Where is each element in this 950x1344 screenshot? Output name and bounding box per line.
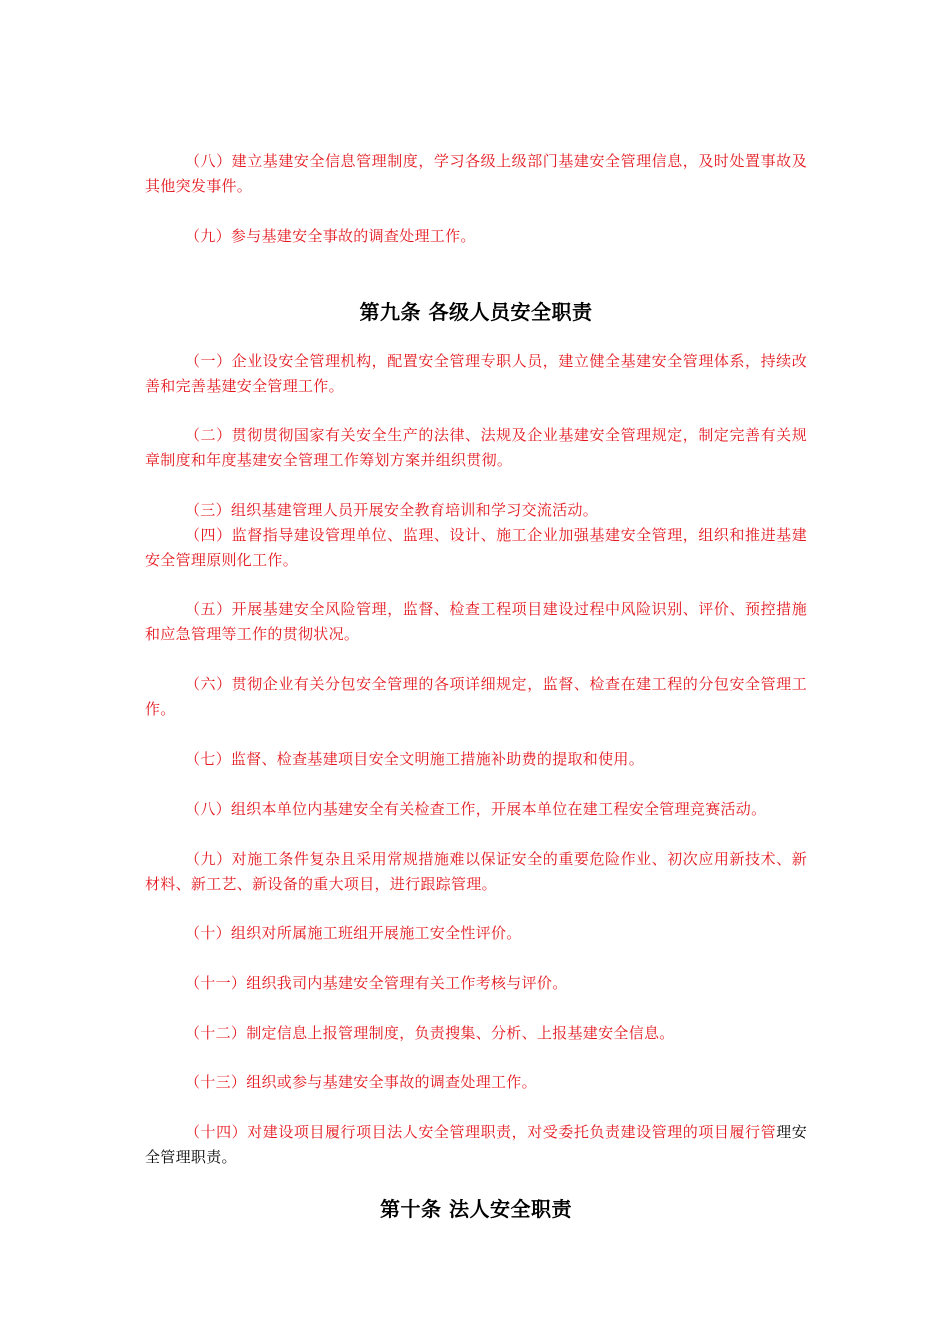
article-9-item-2: （二）贯彻贯彻国家有关安全生产的法律、法规及企业基建安全管理规定，制定完善有关规章制度和年度基建安全管理工作筹划方案并组织贯彻。 xyxy=(145,426,807,469)
article-9-item-4: （四）监督指导建设管理单位、监理、设计、施工企业加强基建安全管理，组织和推进基建安全管理原则化工作。 xyxy=(145,526,807,569)
paragraph-prev-item-9: （九）参与基建安全事故的调查处理工作。 xyxy=(185,227,476,245)
article-9-heading: 第九条 各级人员安全职责 xyxy=(359,300,593,324)
article-9-item-1: （一）企业设安全管理机构，配置安全管理专职人员，建立健全基建安全管理体系，持续改善和完善基建安全管理工作。 xyxy=(145,352,807,395)
article-9-item-6: （六）贯彻企业有关分包安全管理的各项详细规定，监督、检查在建工程的分包安全管理工作。 xyxy=(145,675,807,718)
article-9-item-14 xyxy=(145,1120,807,1170)
article-9-item-9: （九）对施工条件复杂且采用常规措施难以保证安全的重要危险作业、初次应用新技术、新材料、新工艺、新设备的重大项目，进行跟踪管理。 xyxy=(145,850,807,893)
article-9-item-10: （十）组织对所属施工班组开展施工安全性评价。 xyxy=(185,924,522,942)
article-10-heading: 第十条 法人安全职责 xyxy=(380,1197,572,1221)
article-9-item-12: （十二）制定信息上报管理制度，负责搜集、分析、上报基建安全信息。 xyxy=(185,1024,675,1042)
article-9-item-7: （七）监督、检查基建项目安全文明施工措施补助费的提取和使用。 xyxy=(185,750,645,768)
article-9-item-11: （十一）组织我司内基建安全管理有关工作考核与评价。 xyxy=(185,974,568,992)
article-9-item-14-red-text: （十四）对建设项目履行项目法人安全管理职责，对受委托负责建设管理的项目履行管 xyxy=(185,1123,777,1141)
paragraph-prev-item-8: （八）建立基建安全信息管理制度，学习各级上级部门基建安全管理信息，及时处置事故及其他突发事件。 xyxy=(145,152,807,195)
article-9-item-13: （十三）组织或参与基建安全事故的调查处理工作。 xyxy=(185,1073,537,1091)
article-9-item-3: （三）组织基建管理人员开展安全教育培训和学习交流活动。 xyxy=(185,501,599,519)
article-9-item-8: （八）组织本单位内基建安全有关检查工作，开展本单位在建工程安全管理竞赛活动。 xyxy=(185,800,767,818)
article-9-item-5: （五）开展基建安全风险管理，监督、检查工程项目建设过程中风险识别、评价、预控措施和应急管理等工作的贯彻状况。 xyxy=(145,600,807,643)
article-9-item-14-black-text: 理安全管理职责。 xyxy=(145,1123,807,1166)
